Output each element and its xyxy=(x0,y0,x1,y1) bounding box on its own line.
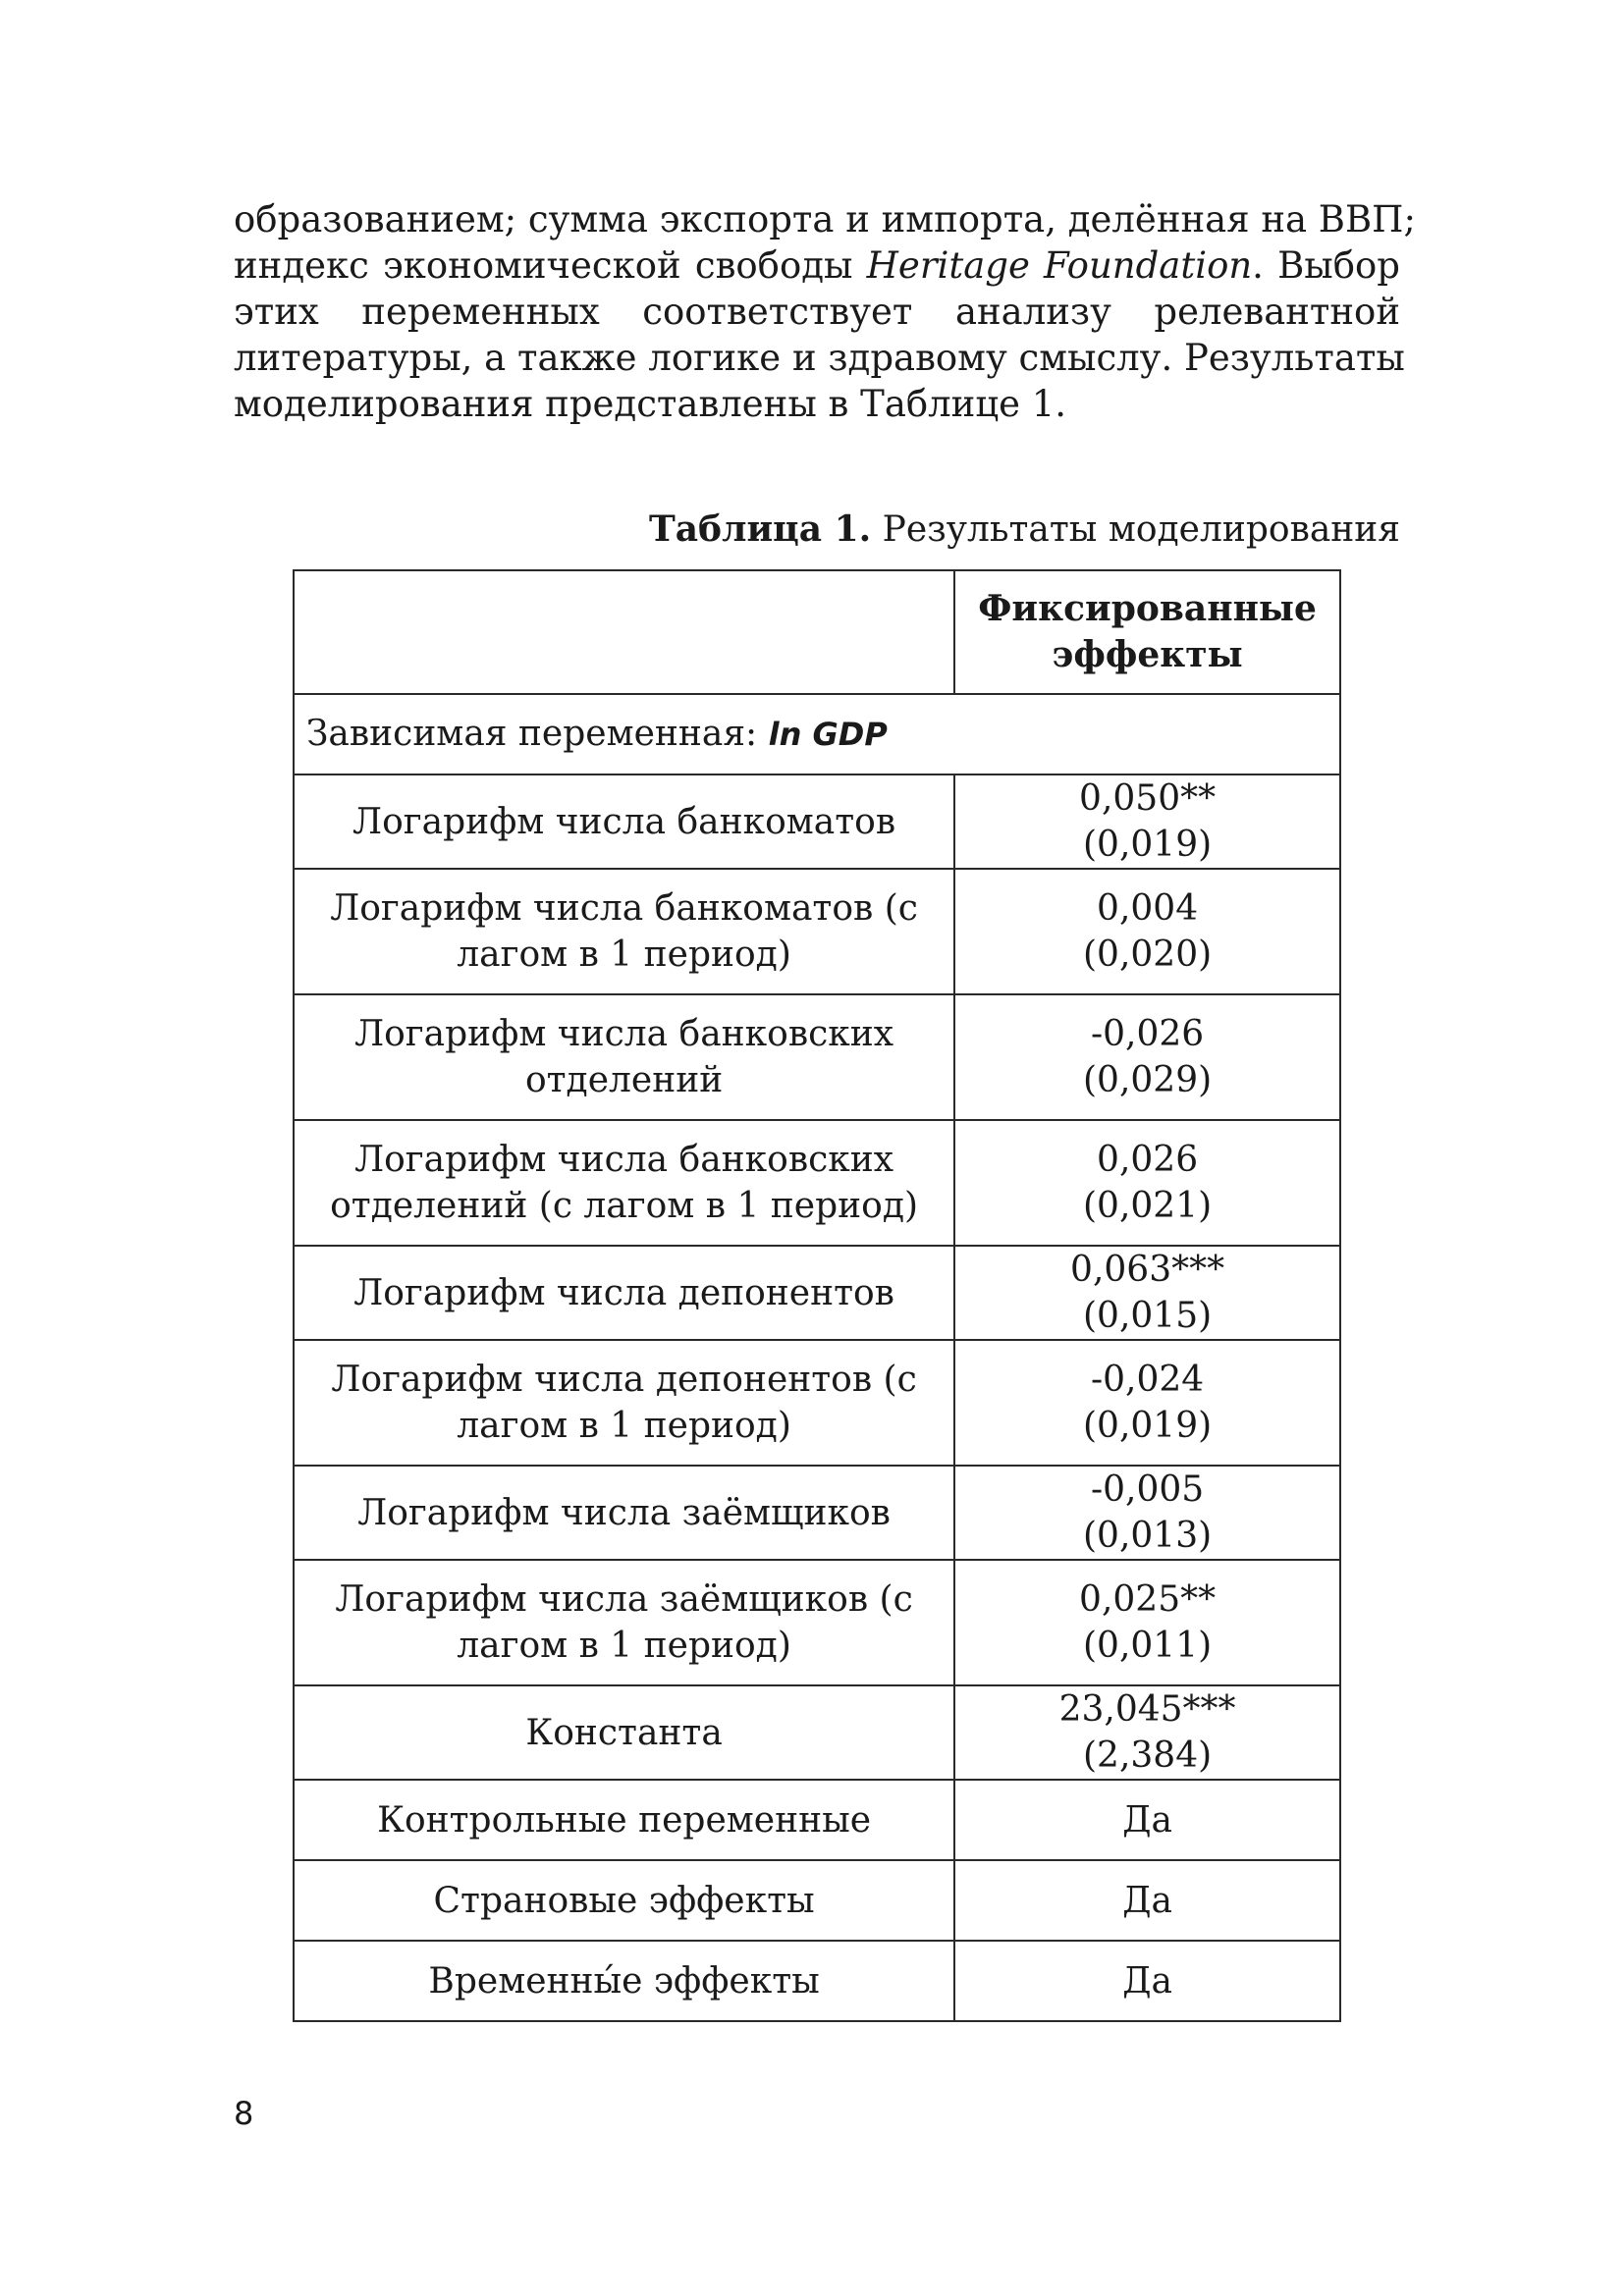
standard-error-value: (2,384) xyxy=(1083,1735,1213,1776)
table-header-row xyxy=(294,570,1340,694)
variable-cell xyxy=(294,774,954,869)
paragraph-text: . Выбор xyxy=(1252,244,1400,287)
variable-cell xyxy=(294,1560,954,1685)
header-fixed-effects-cell xyxy=(954,570,1340,694)
coefficient-cell xyxy=(954,1246,1340,1340)
paragraph-line: этих переменных соответствует анализу релевантной xyxy=(234,291,1400,333)
coefficient-cell xyxy=(954,994,1340,1120)
paragraph-line: моделирования представлены в Таблице 1. xyxy=(234,383,1067,425)
paragraph-text: индекс экономической свободы xyxy=(234,244,867,287)
coefficient-cell xyxy=(954,774,1340,869)
coefficient-cell xyxy=(954,1120,1340,1246)
coefficient-cell xyxy=(954,1685,1340,1780)
header-text: эффекты xyxy=(1052,634,1243,675)
variable-cell xyxy=(294,869,954,994)
coefficient-value: 0,050** xyxy=(1079,778,1217,819)
control-row xyxy=(294,1860,1340,1941)
coefficient-cell xyxy=(954,1466,1340,1560)
coefficient-cell xyxy=(954,1560,1340,1685)
page-number: 8 xyxy=(234,2095,254,2132)
control-row xyxy=(294,1941,1340,2021)
control-label-cell: Страновые эффекты xyxy=(294,1860,954,1941)
control-label-cell: Временны́е эффекты xyxy=(294,1941,954,2021)
body-paragraph xyxy=(234,196,1416,427)
variable-name: Логарифм числа банкоматов xyxy=(352,801,896,842)
standard-error-value: (0,021) xyxy=(1083,1186,1213,1226)
coefficient-cell xyxy=(954,869,1340,994)
variable-cell xyxy=(294,1120,954,1246)
coefficient-value: 0,004 xyxy=(1097,888,1199,929)
coefficient-value: 23,045*** xyxy=(1058,1689,1236,1730)
standard-error-value: (0,019) xyxy=(1083,825,1213,865)
dependent-variable-name: ln GDP xyxy=(768,716,888,753)
variable-name: Константа xyxy=(525,1712,723,1753)
variable-name: лагом в 1 период) xyxy=(457,1626,791,1666)
control-label-cell: Контрольные переменные xyxy=(294,1780,954,1860)
dependent-variable-row xyxy=(294,694,1340,774)
table-row xyxy=(294,1560,1340,1685)
header-text: Фиксированные xyxy=(978,588,1317,629)
table-row xyxy=(294,869,1340,994)
standard-error-value: (0,029) xyxy=(1083,1060,1213,1100)
coefficient-value: 0,063*** xyxy=(1070,1250,1225,1290)
variable-cell xyxy=(294,1246,954,1340)
table-caption-text: Результаты моделирования xyxy=(871,509,1400,550)
table-row xyxy=(294,1340,1340,1466)
variable-name: Логарифм числа депонентов (с xyxy=(331,1360,917,1400)
coefficient-value: -0,024 xyxy=(1090,1360,1205,1400)
variable-name: Логарифм числа банковских xyxy=(354,1140,894,1180)
table-caption-label: Таблица 1. xyxy=(648,508,872,550)
coefficient-value: -0,005 xyxy=(1090,1469,1205,1510)
variable-name: Логарифм числа депонентов xyxy=(353,1272,894,1313)
paragraph-line xyxy=(234,242,1400,289)
standard-error-value: (0,019) xyxy=(1083,1406,1213,1446)
coefficient-value: 0,026 xyxy=(1097,1140,1199,1180)
table-caption xyxy=(234,507,1400,553)
variable-cell xyxy=(294,994,954,1120)
table-row xyxy=(294,1120,1340,1246)
coefficient-value: 0,025** xyxy=(1079,1579,1217,1620)
variable-name: лагом в 1 период) xyxy=(457,934,791,975)
coefficient-cell xyxy=(954,1340,1340,1466)
variable-name: Логарифм числа банкоматов (с xyxy=(330,888,918,929)
variable-name: Логарифм числа заёмщиков (с xyxy=(335,1579,913,1620)
table-row xyxy=(294,1685,1340,1780)
variable-cell xyxy=(294,1466,954,1560)
variable-name: лагом в 1 период) xyxy=(457,1406,791,1446)
results-table xyxy=(293,569,1341,2022)
standard-error-value: (0,015) xyxy=(1083,1296,1213,1336)
variable-name: Логарифм числа банковских xyxy=(354,1014,894,1054)
paragraph-italic-text: Heritage Foundation xyxy=(866,244,1253,287)
dependent-variable-label: Зависимая переменная: xyxy=(306,714,769,754)
paragraph-line: образованием; сумма экспорта и импорта, делённая на ВВП; xyxy=(234,198,1416,240)
standard-error-value: (0,013) xyxy=(1083,1516,1213,1556)
variable-name: отделений (с лагом в 1 период) xyxy=(330,1186,919,1226)
variable-cell xyxy=(294,1340,954,1466)
paragraph-line: литературы, а также логике и здравому смыслу. Результаты xyxy=(234,337,1405,379)
control-value-cell: Да xyxy=(954,1941,1340,2021)
control-value-cell: Да xyxy=(954,1860,1340,1941)
coefficient-value: -0,026 xyxy=(1090,1014,1205,1054)
control-value-cell: Да xyxy=(954,1780,1340,1860)
table-row xyxy=(294,774,1340,869)
control-row xyxy=(294,1780,1340,1860)
table-row xyxy=(294,994,1340,1120)
variable-name: отделений xyxy=(524,1060,724,1100)
variable-name: Логарифм числа заёмщиков xyxy=(357,1492,891,1533)
variable-cell xyxy=(294,1685,954,1780)
standard-error-value: (0,011) xyxy=(1083,1626,1213,1666)
table-row xyxy=(294,1466,1340,1560)
dependent-variable-cell xyxy=(294,694,1340,774)
table-row xyxy=(294,1246,1340,1340)
header-empty-cell xyxy=(294,570,954,694)
standard-error-value: (0,020) xyxy=(1083,934,1213,975)
